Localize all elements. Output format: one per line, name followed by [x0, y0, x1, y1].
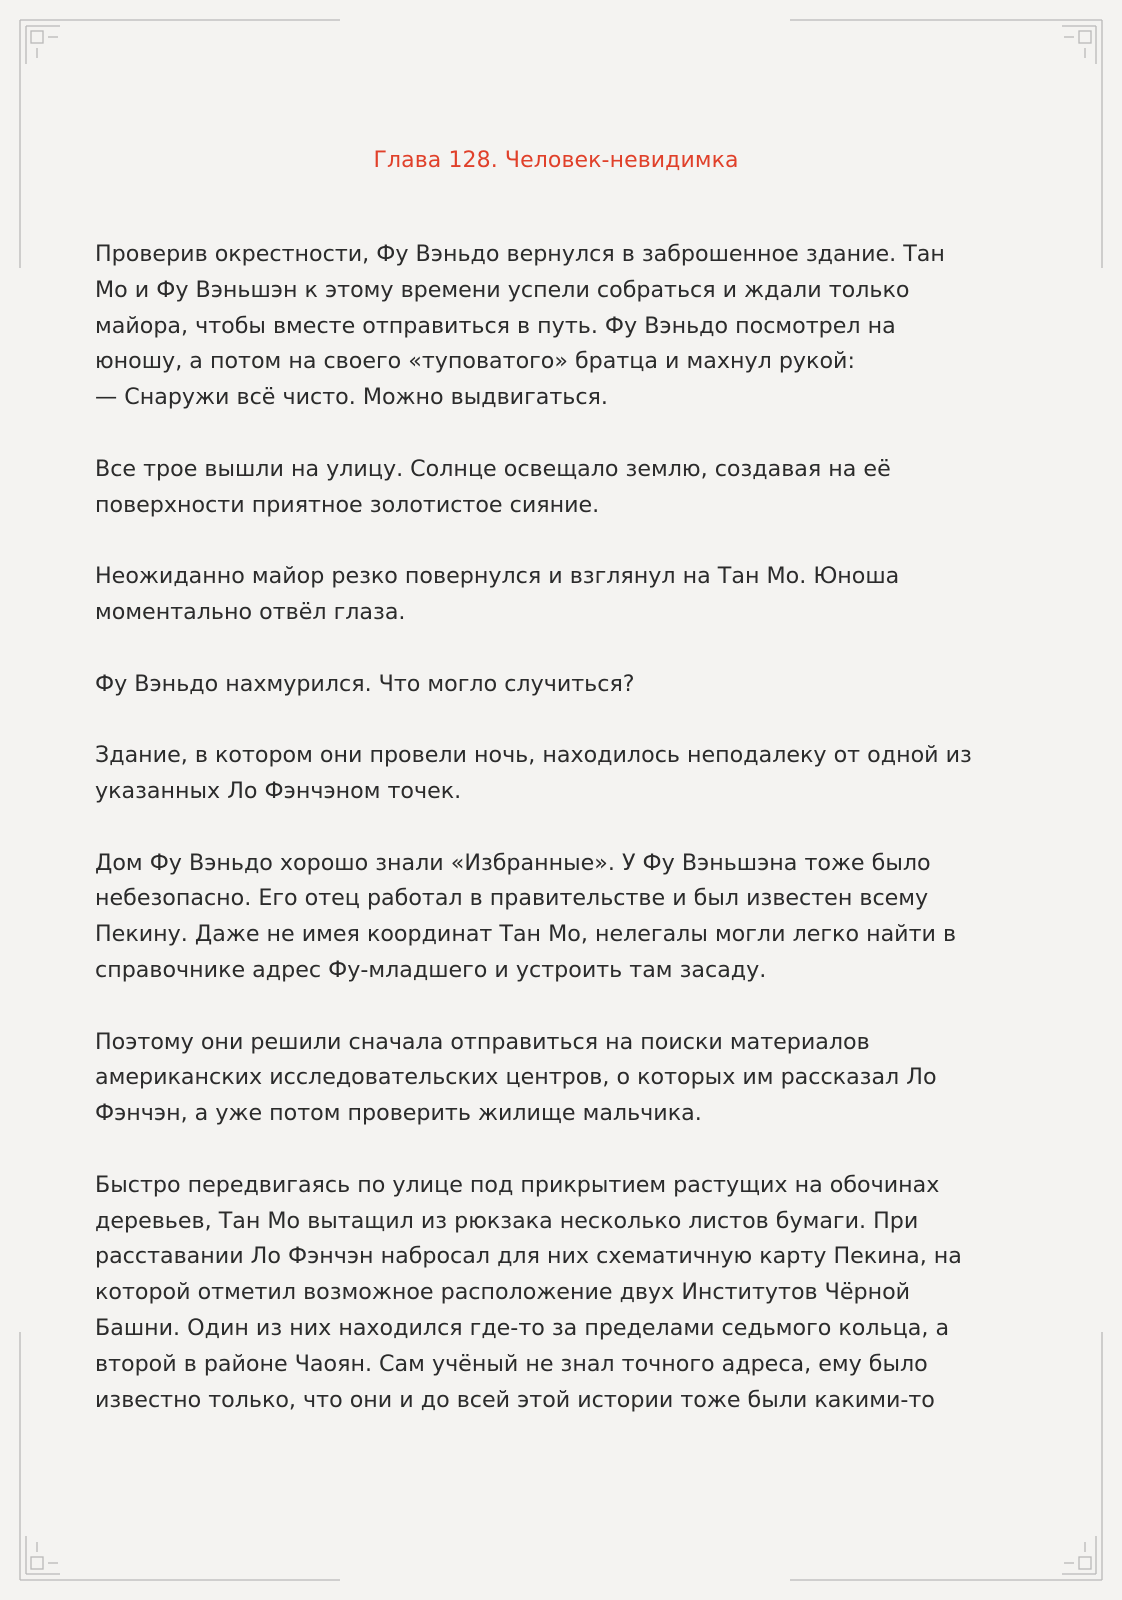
- paragraph: Дом Фу Вэньдо хорошо знали «Избранные». У Фу Вэньшэна тоже было небезопасно. Его отец работал в правительстве и был известен всему Пекину. Даже не имея координат Тан Мо, нелегалы могли легко найти в справочнике адрес Фу-младшего и устроить там засаду.: [95, 849, 957, 983]
- paragraph: Быстро передвигаясь по улице под прикрытием растущих на обочинах деревьев, Тан Мо вытащил из рюкзака несколько листов бумаги. При расставании Ло Фэнчэн набросал для них схематичную карту Пекина, на которой отметил возможное расположение двух Институтов Чёрной Башни. Один из них находился где-то за пределами седьмого кольца, а второй в районе Чаоян. Сам учёный не знал точного адреса, ему было известно только, что они и до всей этой истории тоже были какими-то: [95, 1171, 962, 1413]
- paragraph: Фу Вэньдо нахмурился. Что могло случиться?: [95, 670, 635, 697]
- paragraph: Проверив окрестности, Фу Вэньдо вернулся в заброшенное здание. Тан Мо и Фу Вэньшэн к этому времени успели собраться и ждали только майора, чтобы вместе отправиться в путь. Фу Вэньдо посмотрел на юношу, а потом на своего «туповатого» братца и махнул рукой: — Снаружи всё чисто. Можно выдвигаться.: [95, 241, 945, 411]
- paragraph: Здание, в котором они провели ночь, находилось неподалеку от одной из указанных Ло Фэнчэном точек.: [95, 742, 972, 804]
- corner-ornament-top-right: [790, 20, 1102, 268]
- paragraph: Поэтому они решили сначала отправиться на поиски материалов американских исследовательских центров, о которых им рассказал Ло Фэнчэн, а уже потом проверить жилище мальчика.: [95, 1028, 937, 1127]
- chapter-title: Глава 128. Человек-невидимка: [373, 148, 739, 173]
- chapter-body: [95, 237, 1035, 1454]
- paragraph: Все трое вышли на улицу. Солнце освещало землю, создавая на её поверхности приятное золотистое сияние.: [95, 455, 891, 518]
- corner-ornament-top-left: [20, 20, 340, 268]
- paragraph: Неожиданно майор резко повернулся и взглянул на Тан Мо. Юноша моментально отвёл глаза.: [95, 563, 900, 625]
